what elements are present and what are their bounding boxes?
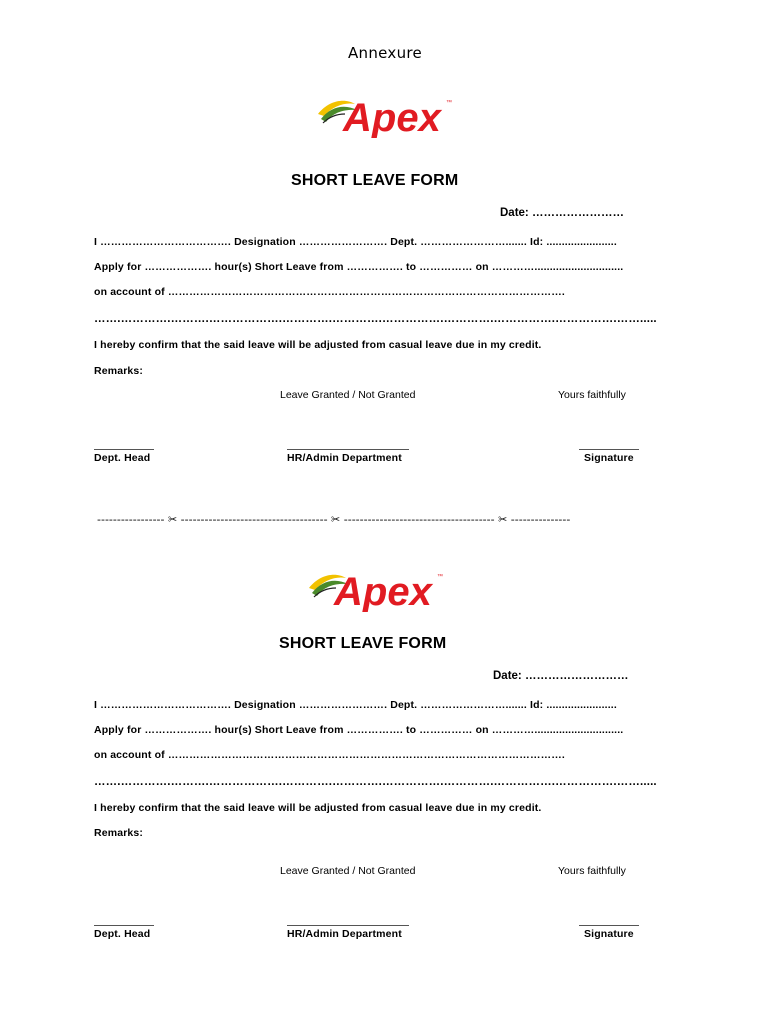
form1-reason-row[interactable]: on account of …………………………………………………………………………………………………. [94, 286, 565, 298]
form1-yours-faithfully: Yours faithfully [558, 389, 626, 401]
form1-signature-label: Signature [584, 452, 634, 464]
form2-signature-line[interactable] [579, 925, 639, 926]
annexure-heading: Annexure [347, 44, 423, 62]
form2-date-field[interactable]: Date: ……………………… [493, 670, 629, 682]
form1-confirm-text: I hereby confirm that the said leave will be adjusted from casual leave due in my credit. [94, 339, 542, 351]
form1-reason-row-cont[interactable]: …….………….……….……………….………….………….…………….………….…………….…………….……..... [94, 313, 657, 325]
form2-dept-head-sign-line[interactable] [94, 925, 154, 926]
svg-text:™: ™ [437, 574, 443, 580]
form2-name-row[interactable]: I ………………………………. Designation ……………………. Dept. ……………………....... Id: ....................... [94, 699, 617, 711]
form2-title: SHORT LEAVE FORM [279, 635, 447, 652]
form1-hr-sign-line[interactable] [287, 449, 409, 450]
form2-reason-row[interactable]: on account of …………………………………………………………………………………………………. [94, 749, 565, 761]
form2-reason-row-cont[interactable]: …….………….……….……………….………….………….…………….………….…………….…………….……..... [94, 776, 657, 788]
apex-logo-2 [306, 566, 446, 612]
form1-leave-granted-label: Leave Granted / Not Granted [280, 389, 416, 401]
apex-logo [315, 92, 455, 138]
form2-apply-row[interactable]: Apply for ………………. hour(s) Short Leave from ……………. to …………… on …………............................. [94, 724, 624, 736]
form1-date-field[interactable]: Date: …………………… [500, 207, 624, 219]
form2-dept-head-label: Dept. Head [94, 928, 151, 940]
form1-name-row[interactable]: I ………………………………. Designation ……………………. Dept. ……………………....... Id: ....................... [94, 236, 617, 248]
svg-text:™: ™ [446, 100, 452, 106]
form1-dept-head-sign-line[interactable] [94, 449, 154, 450]
form2-hr-admin-label: HR/Admin Department [287, 928, 402, 940]
form1-hr-admin-label: HR/Admin Department [287, 452, 402, 464]
form1-apply-row[interactable]: Apply for ………………. hour(s) Short Leave from ……………. to …………… on …………............................. [94, 261, 624, 273]
form1-title: SHORT LEAVE FORM [291, 172, 459, 189]
form2-leave-granted-label: Leave Granted / Not Granted [280, 865, 416, 877]
form2-yours-faithfully: Yours faithfully [558, 865, 626, 877]
form1-signature-line[interactable] [579, 449, 639, 450]
form1-remarks-label: Remarks: [94, 365, 144, 377]
logo-wordmark: Apex [334, 570, 432, 612]
form2-hr-sign-line[interactable] [287, 925, 409, 926]
form1-dept-head-label: Dept. Head [94, 452, 151, 464]
scissors-cut-line: ----------------- ✂ ------------------------------------- ✂ -------------------------------------- ✂ --------------- [97, 513, 571, 526]
form2-remarks-label: Remarks: [94, 827, 144, 839]
form2-signature-label: Signature [584, 928, 634, 940]
logo-wordmark: Apex [343, 96, 441, 138]
form2-confirm-text: I hereby confirm that the said leave will be adjusted from casual leave due in my credit. [94, 802, 542, 814]
